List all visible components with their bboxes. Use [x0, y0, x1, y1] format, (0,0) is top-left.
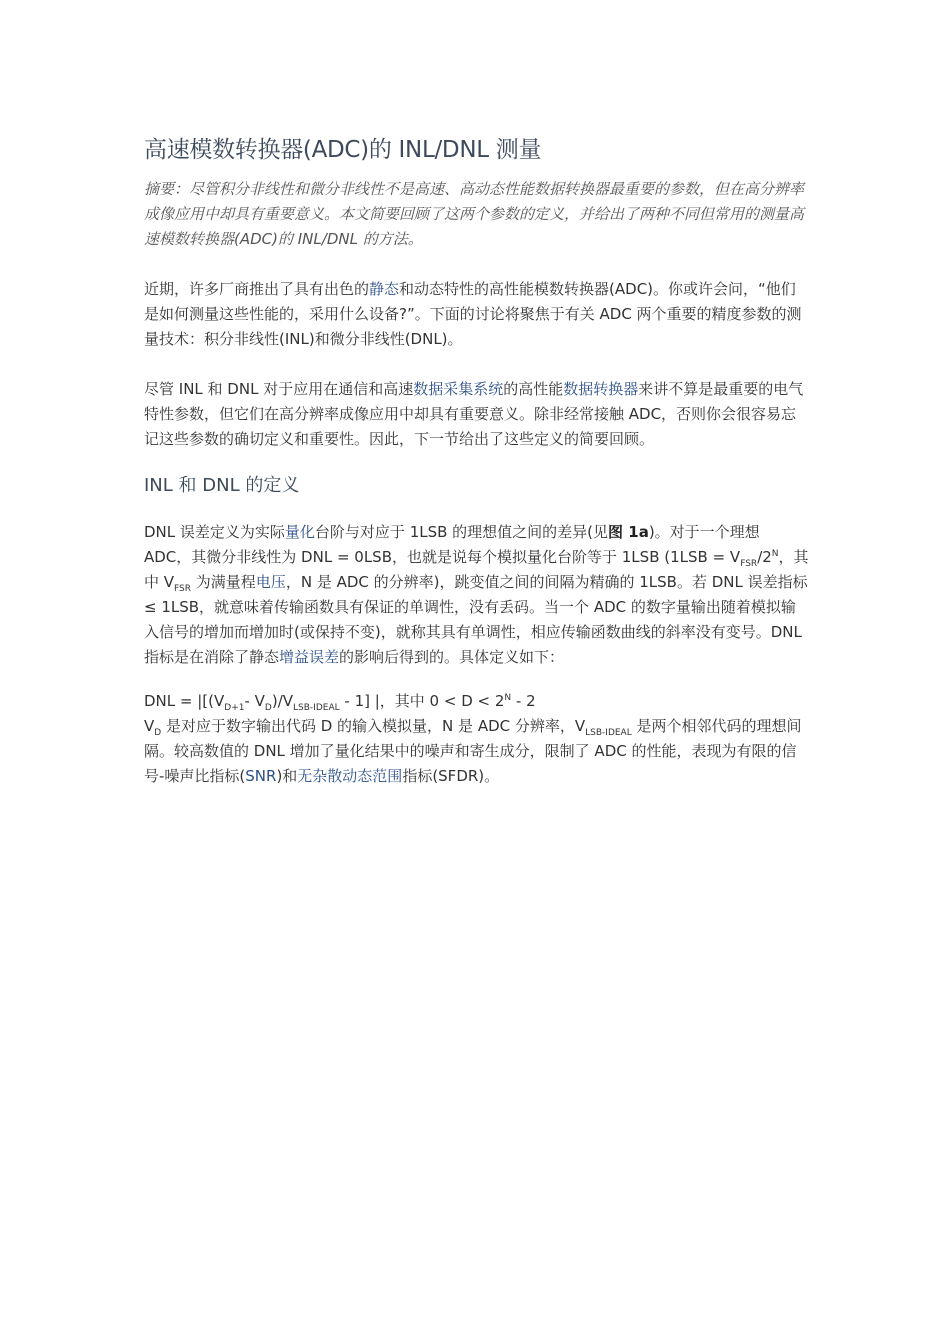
subscript: LSB-IDEAL: [293, 703, 340, 713]
formula-dnl: [144, 689, 809, 714]
section-heading: INL 和 DNL 的定义: [144, 475, 300, 496]
spacer: [144, 252, 809, 277]
text: 台阶与对应于 1LSB 的理想值之间的差异(见: [314, 523, 609, 541]
article: [144, 133, 809, 789]
text: 和动态特性的高性能模数转换器(ADC)。你或许会问，“他们是如何测量这些性能的，采用什么设备?”。下面的讨论将聚焦于有关 ADC 两个重要的精度参数的测量技术：积分非线性(INL)和微分非线性(DNL)。: [144, 280, 802, 348]
link-quantization[interactable]: 量化: [284, 523, 315, 541]
superscript: N: [771, 549, 779, 559]
page-title: 高速模数转换器(ADC)的 INL/DNL 测量: [144, 137, 542, 163]
text: - 2: [511, 692, 536, 710]
text: DNL = |[(V: [144, 692, 225, 710]
text: V: [144, 717, 155, 735]
link-figure-1a[interactable]: 图 1a: [608, 523, 649, 541]
text: 指标(SFDR)。: [402, 767, 500, 785]
text: 尽管 INL 和 DNL 对于应用在通信和高速: [144, 380, 414, 398]
spacer: [144, 501, 809, 520]
spacer: [144, 352, 809, 377]
text: ，其中 V: [144, 548, 809, 591]
subscript: FSR: [174, 584, 192, 594]
paragraph-dnl-definition: [144, 520, 809, 670]
spacer: [144, 452, 809, 471]
subscript: D+1: [224, 703, 245, 713]
link-snr[interactable]: SNR: [245, 767, 277, 785]
text: ，N 是 ADC 的分辨率)，跳变值之间的间隔为精确的 1LSB。若 DNL 误差指标≤ 1LSB，就意味着传输函数具有保证的单调性，没有丢码。当一个 ADC 的数字量输出随着模拟输入信号的增加而增加时(或保持不变)，就称其具有单调性，相应传输函数曲线的斜率没有变号。DNL 指标是在消除了静态: [144, 573, 808, 666]
text: )/V: [271, 692, 294, 710]
text: 近期，许多厂商推出了具有出色的: [144, 280, 370, 298]
subscript: LSB-IDEAL: [585, 728, 632, 738]
text: )。对于一个理想 ADC，其微分非线性为 DNL = 0LSB，也就是说每个模拟量化台阶等于 1LSB (1LSB = V: [144, 523, 760, 566]
text: 是两个相邻代码的理想间隔。较高数值的 DNL 增加了量化结果中的噪声和寄生成分，限制了 ADC 的性能，表现为有限的信号-噪声比指标(: [144, 717, 802, 785]
text: DNL 误差定义为实际: [144, 523, 285, 541]
subscript: D: [154, 728, 162, 738]
text: /2: [757, 548, 772, 566]
abstract: 摘要：尽管积分非线性和微分非线性不是高速、高动态性能数据转换器最重要的参数，但在高分辨率成像应用中却具有重要意义。本文简要回顾了这两个参数的定义，并给出了两种不同但常用的测量高速模数转换器(ADC)的 INL/DNL 的方法。: [144, 180, 805, 248]
link-static[interactable]: 静态: [369, 280, 400, 298]
subscript: FSR: [740, 559, 758, 569]
superscript: N: [504, 693, 512, 703]
paragraph-importance: [144, 377, 809, 452]
text: 的影响后得到的。具体定义如下：: [339, 648, 565, 666]
text: 是对应于数字输出代码 D 的输入模拟量，N 是 ADC 分辨率，V: [161, 717, 586, 735]
text: )和: [276, 767, 298, 785]
text: - 1] |，其中 0 < D < 2: [339, 692, 505, 710]
spacer: [144, 670, 809, 689]
link-gain-error[interactable]: 增益误差: [279, 648, 340, 666]
text: 来讲不算是最重要的电气特性参数，但它们在高分辨率成像应用中却具有重要意义。除非经常接触 ADC，否则你会很容易忘记这些参数的确切定义和重要性。因此，下一节给出了这些定义的简要回顾。: [144, 380, 804, 448]
paragraph-dnl-explanation: [144, 714, 809, 789]
subscript: D: [264, 703, 272, 713]
link-sfdr[interactable]: 无杂散动态范围: [297, 767, 403, 785]
text: 的高性能: [503, 380, 564, 398]
paragraph-intro: [144, 277, 809, 352]
link-data-acquisition[interactable]: 数据采集系统: [413, 380, 504, 398]
text: - V: [244, 692, 265, 710]
link-voltage[interactable]: 电压: [255, 573, 286, 591]
text: 为满量程: [191, 573, 256, 591]
link-data-converter[interactable]: 数据转换器: [563, 380, 639, 398]
